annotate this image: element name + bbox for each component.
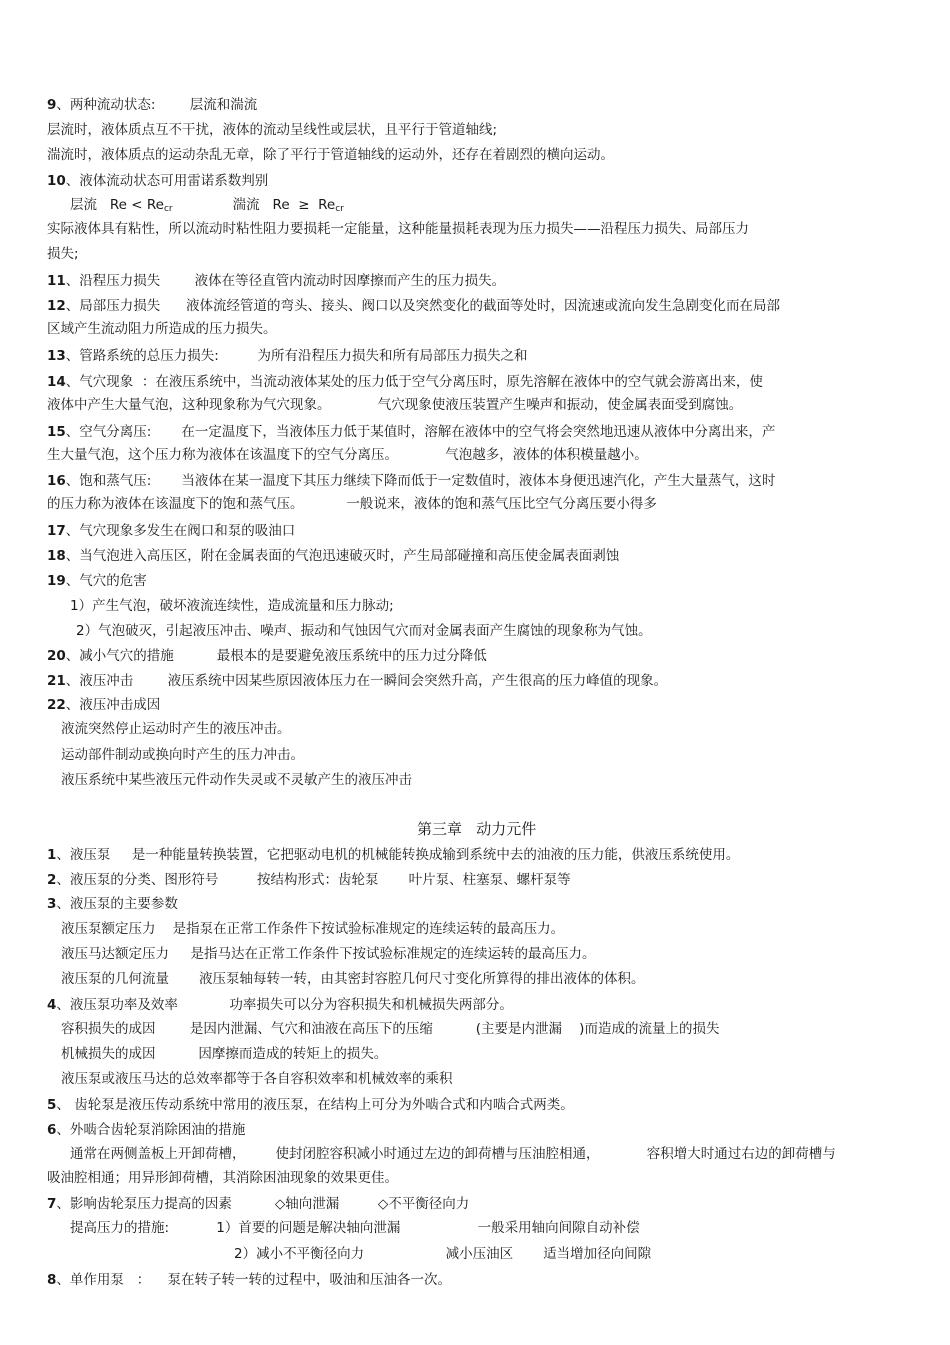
text-line: 的压力称为液体在该温度下的饱和蒸气压。 一般说来，液体的饱和蒸气压比空气分离压要小得多 (47, 496, 657, 512)
text-line: 湍流时，液体质点的运动杂乱无章，除了平行于管道轴线的运动外，还存在着剧烈的横向运动。 (47, 147, 614, 163)
line-item-16: 16、饱和蒸气压: 当液体在某一温度下其压力继续下降而低于一定数值时，液体本身便迅速汽化，产生大量蒸气，这时 (47, 473, 776, 489)
text-line: 液压泵的几何流量 液压泵轴每转一转，由其密封容腔几何尺寸变化所算得的排出液体的体积。 (61, 971, 645, 987)
line-item-11: 11、沿程压力损失 液体在等径直管内流动时因摩擦而产生的压力损失。 (47, 273, 506, 289)
line-item-18: 18、当气泡进入高压区，附在金属表面的气泡迅速破灭时，产生局部碰撞和高压使金属表面剥蚀 (47, 548, 620, 564)
text-line: 生大量气泡，这个压力称为液体在该温度下的空气分离压。 气泡越多，液体的体积模量越小。 (47, 447, 648, 463)
text-line: 2）气泡破灭，引起液压冲击、噪声、振动和气蚀因气穴而对金属表面产生腐蚀的现象称为气蚀。 (76, 623, 652, 639)
text-line: 提高压力的措施: 1）首要的问题是解决轴向泄漏 一般采用轴向间隙自动补偿 (70, 1220, 640, 1236)
text-line: 液压马达额定压力 是指马达在正常工作条件下按试验标准规定的连续运转的最高压力。 (61, 946, 596, 962)
text-line: 液压泵额定压力 是指泵在正常工作条件下按试验标准规定的连续运转的最高压力。 (61, 921, 565, 937)
line-item-19: 19、气穴的危害 (47, 573, 147, 589)
text-line: 运动部件制动或换向时产生的压力冲击。 (61, 747, 304, 763)
text-line: 2）减小不平衡径向力 减小压油区 适当增加径向间隙 (234, 1246, 652, 1262)
line-item-8: 8、单作用泵 ： 泵在转子转一转的过程中，吸油和压油各一次。 (47, 1272, 451, 1288)
line-item-7: 7、影响齿轮泵压力提高的因素 ◇轴向泄漏 ◇不平衡径向力 (47, 1196, 470, 1212)
text-line: 损失; (47, 246, 79, 262)
text-line: 液压泵或液压马达的总效率都等于各自容积效率和机械效率的乘积 (61, 1071, 453, 1087)
text-line: 容积损失的成因 是因内泄漏、气穴和油液在高压下的压缩 (主要是内泄漏 )而造成的流量上的损失 (61, 1021, 720, 1037)
line-item-17: 17、气穴现象多发生在阀口和泵的吸油口 (47, 523, 296, 539)
text-line: 区域产生流动阻力所造成的压力损失。 (47, 321, 277, 337)
text-line: 实际液体具有粘性，所以流动时粘性阻力要损耗一定能量，这种能量损耗表现为压力损失——沿程压力损失、局部压力 (47, 221, 749, 237)
text-line: 液压系统中某些液压元件动作失灵或不灵敏产生的液压冲击 (61, 772, 412, 788)
chapter-title: 第三章 动力元件 (417, 820, 537, 838)
line-item-2: 2、液压泵的分类、图形符号 按结构形式：齿轮泵 叶片泵、柱塞泵、螺杆泵等 (47, 872, 571, 888)
line-item-22: 22、液压冲击成因 (47, 697, 161, 713)
line-item-6: 6、外啮合齿轮泵消除困油的措施 (47, 1122, 246, 1138)
line-item-12: 12、局部压力损失 液体流经管道的弯头、接头、阀口以及突然变化的截面等处时，因流速或流向发生急剧变化而在局部 (47, 298, 781, 314)
text-line: 通常在两侧盖板上开卸荷槽， 使封闭腔容积减小时通过左边的卸荷槽与压油腔相通， 容积增大时通过右边的卸荷槽与 (70, 1146, 836, 1162)
line-item-15: 15、空气分离压: 在一定温度下，当液体压力低于某值时，溶解在液体中的空气将会突然地迅速从液体中分离出来，产 (47, 424, 776, 440)
line-item-4: 4、液压泵功率及效率 功率损失可以分为容积损失和机械损失两部分。 (47, 997, 513, 1013)
line-item-5: 5、 齿轮泵是液压传动系统中常用的液压泵，在结构上可分为外啮合式和内啮合式两类。 (47, 1097, 574, 1113)
line-item-1: 1、液压泵 是一种能量转换装置，它把驱动电机的机械能转换成输到系统中去的油液的压力能，供液压系统使用。 (47, 847, 740, 863)
line-item-10: 10、液体流动状态可用雷诺系数判别 (47, 173, 269, 189)
line-item-3: 3、液压泵的主要参数 (47, 896, 178, 912)
line-item-14: 14、气穴现象 ：在液压系统中，当流动液体某处的压力低于空气分离压时，原先溶解在液体中的空气就会游离出来，使 (47, 374, 763, 390)
text-line: 层流时，液体质点互不干扰，液体的流动呈线性或层状，且平行于管道轴线; (47, 122, 498, 138)
text-line: 液流突然停止运动时产生的液压冲击。 (61, 721, 291, 737)
text-line: 1）产生气泡，破坏液流连续性，造成流量和压力脉动; (70, 598, 394, 614)
text-line: 吸油腔相通；用异形卸荷槽，其消除困油现象的效果更佳。 (47, 1170, 398, 1186)
line-item-9: 9、两种流动状态: 层流和湍流 (47, 97, 258, 113)
line-item-21: 21、液压冲击 液压系统中因某些原因液体压力在一瞬间会突然升高，产生很高的压力峰值的现象。 (47, 673, 668, 689)
text-line: 机械损失的成因 因摩擦而造成的转矩上的损失。 (61, 1046, 388, 1062)
line-item-13: 13、管路系统的总压力损失: 为所有沿程压力损失和所有局部压力损失之和 (47, 348, 528, 364)
reynolds-criteria: 层流 $Re < Re_{cr}$ 湍流 $Re \ge Re_{cr}$ (70, 197, 344, 214)
text-line: 液体中产生大量气泡，这种现象称为气穴现象。 气穴现象使液压装置产生噪声和振动，使金属表面受到腐蚀。 (47, 397, 743, 413)
line-item-20: 20、减小气穴的措施 最根本的是要避免液压系统中的压力过分降低 (47, 648, 487, 664)
